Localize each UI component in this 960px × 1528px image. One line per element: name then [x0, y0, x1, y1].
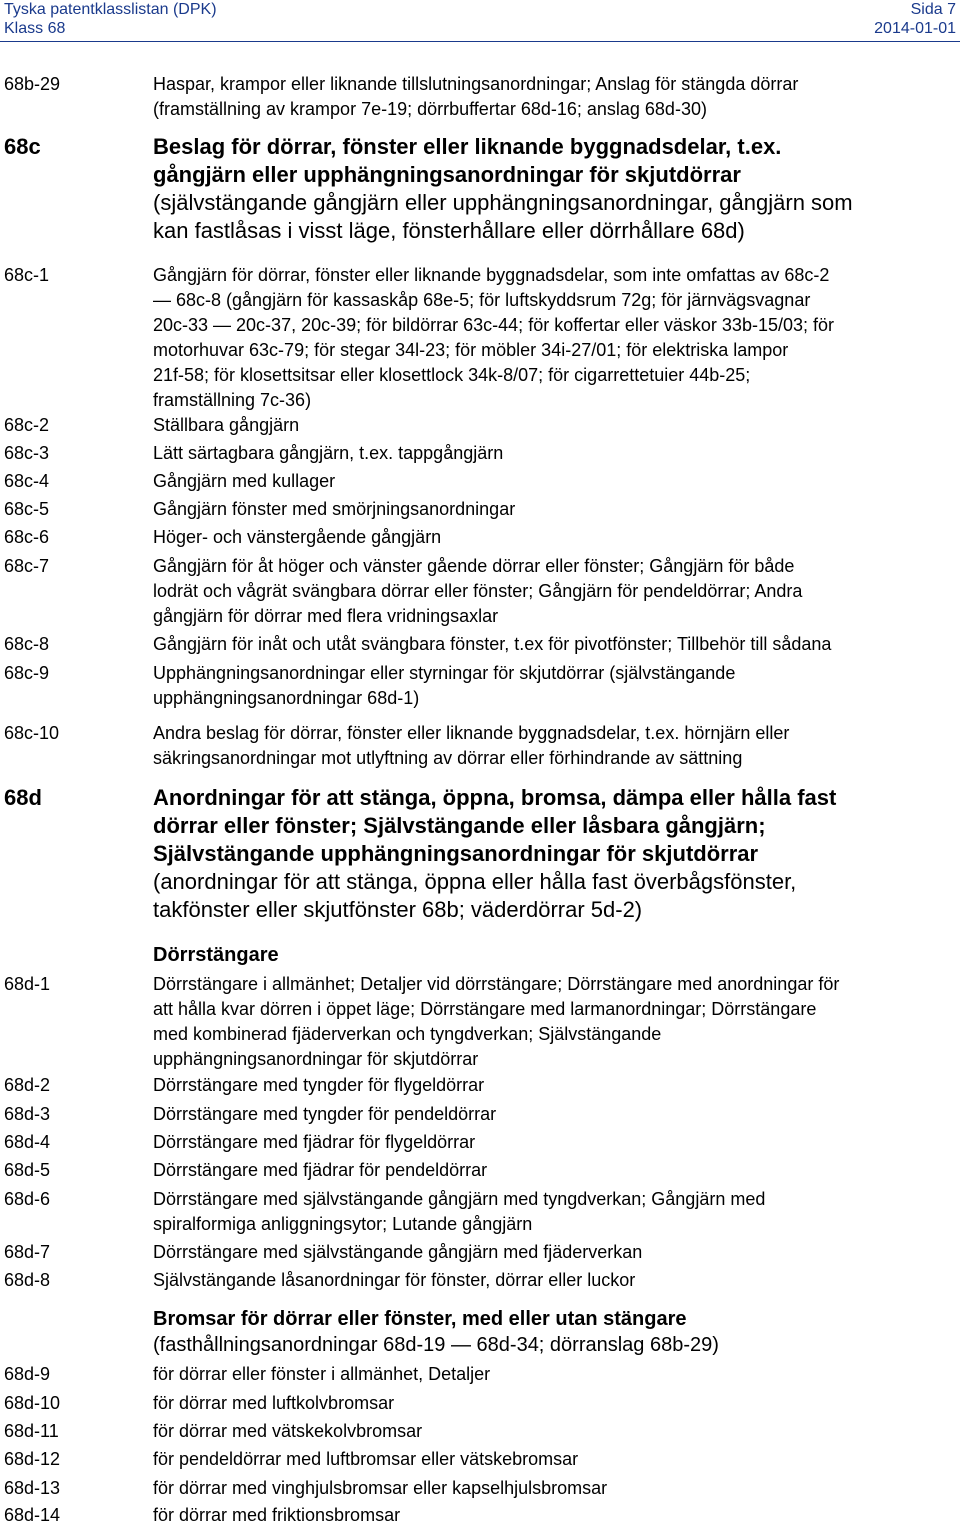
class-code: 68c	[4, 134, 41, 159]
entry-line: för dörrar med luftkolvbromsar	[153, 1393, 395, 1413]
entry-line: (framställning av krampor 7e-19; dörrbuffertar 68d-16; anslag 68d-30)	[153, 99, 707, 119]
entry-line: Dörrstängare i allmänhet; Detaljer vid dörrstängare; Dörrstängare med anordningar för	[153, 974, 840, 994]
entry-code: 68d-1	[4, 974, 51, 994]
entry-line: Gångjärn för dörrar, fönster eller liknande byggnadsdelar, som inte omfattas av 68c-2	[153, 265, 830, 285]
entry-text	[153, 1073, 958, 1098]
entry-line: för dörrar med vinghjulsbromsar eller kapselhjulsbromsar	[153, 1478, 608, 1498]
entry-code: 68d-4	[4, 1132, 51, 1152]
entry-line: framställning 7c-36)	[153, 390, 312, 410]
document-title: Tyska patentklasslistan (DPK)	[4, 1, 217, 18]
entry-code: 68c-9	[4, 663, 50, 683]
entry-line: motorhuvar 63c-79; för stegar 34l-23; för möbler 34i-27/01; för elektriska lampor	[153, 340, 789, 360]
entry-text	[153, 1503, 958, 1528]
heading-line: Självstängande upphängningsanordningar för skjutdörrar	[153, 841, 759, 866]
entry-code: 68d-7	[4, 1242, 51, 1262]
entry-line: 21f-58; för klosettsitsar eller klosettlock 34k-8/07; för cigarrettetuier 44b-25;	[153, 365, 751, 385]
entry-line: Andra beslag för dörrar, fönster eller liknande byggnadsdelar, t.ex. hörnjärn eller	[153, 723, 790, 743]
subheading-line: (fasthållningsanordningar 68d-19 — 68d-34; dörranslag 68b-29)	[153, 1334, 719, 1356]
entry-code: 68d-2	[4, 1075, 51, 1095]
heading-line: gångjärn eller upphängningsanordningar för skjutdörrar	[153, 162, 741, 187]
entry-text	[153, 661, 958, 711]
entry-line: Dörrstängare med tyngder för flygeldörrar	[153, 1075, 485, 1095]
entry-line: att hålla kvar dörren i öppet läge; Dörrstängare med larmanordningar; Dörrstängare	[153, 999, 817, 1019]
entry-code: 68d-5	[4, 1160, 51, 1180]
entry-code: 68c-6	[4, 527, 50, 547]
entry-text	[153, 441, 958, 466]
entry-code: 68c-1	[4, 265, 50, 285]
entry-text	[153, 263, 958, 413]
class-label: Klass 68	[4, 20, 66, 37]
entry-text	[153, 1240, 958, 1265]
entry-text	[153, 972, 958, 1072]
entry-code: 68c-7	[4, 556, 50, 576]
entry-code: 68d-6	[4, 1189, 51, 1209]
entry-text	[153, 1268, 958, 1293]
entry-line: — 68c-8 (gångjärn för kassaskåp 68e-5; för luftskyddsrum 72g; för järnvägsvagnar	[153, 290, 811, 310]
entry-line: Gångjärn fönster med smörjningsanordningar	[153, 499, 516, 519]
entry-text	[153, 1102, 958, 1127]
entry-code: 68c-10	[4, 723, 60, 743]
subheading: Dörrstängare	[153, 944, 279, 966]
entry-line: för dörrar med friktionsbromsar	[153, 1505, 401, 1525]
entry-text	[153, 469, 958, 494]
heading-line: dörrar eller fönster; Självstängande eller låsbara gångjärn;	[153, 813, 766, 838]
entry-code: 68d-9	[4, 1364, 51, 1384]
entry-code: 68d-14	[4, 1505, 61, 1525]
entry-text	[153, 72, 958, 122]
entry-text	[153, 1158, 958, 1183]
entry-line: för dörrar med vätskekolvbromsar	[153, 1421, 423, 1441]
entry-text	[153, 1476, 958, 1501]
entry-line: Haspar, krampor eller liknande tillslutningsanordningar; Anslag för stängda dörrar	[153, 74, 799, 94]
entry-line: för dörrar eller fönster i allmänhet, Detaljer	[153, 1364, 491, 1384]
entry-code: 68c-2	[4, 415, 50, 435]
entry-text	[153, 1447, 958, 1472]
entry-line: spiralformiga anliggningsytor; Lutande gångjärn	[153, 1214, 533, 1234]
entry-text	[153, 413, 958, 438]
entry-line: Gångjärn med kullager	[153, 471, 336, 491]
entry-line: gångjärn för dörrar med flera vridningsaxlar	[153, 606, 499, 626]
entry-line: Dörrstängare med självstängande gångjärn med tyngdverkan; Gångjärn med	[153, 1189, 766, 1209]
entry-line: Upphängningsanordningar eller styrningar för skjutdörrar (självstängande	[153, 663, 736, 683]
entry-line: med kombinerad fjäderverkan och tyngdverkan; Självstängande	[153, 1024, 662, 1044]
header-divider	[0, 41, 960, 42]
entry-line: 20c-33 — 20c-37, 20c-39; för bildörrar 63c-44; för koffertar eller väskor 33b-15/03; för	[153, 315, 835, 335]
entry-line: Ställbara gångjärn	[153, 415, 300, 435]
entry-line: Dörrstängare med självstängande gångjärn med fjäderverkan	[153, 1242, 643, 1262]
entry-code: 68c-5	[4, 499, 50, 519]
entry-line: Gångjärn för åt höger och vänster gående dörrar eller fönster; Gångjärn för både	[153, 556, 795, 576]
entry-code: 68c-4	[4, 471, 50, 491]
entry-line: lodrät och vågrät svängbara dörrar eller fönster; Gångjärn för pendeldörrar; Andra	[153, 581, 803, 601]
date: 2014-01-01	[874, 20, 956, 37]
entry-code: 68d-13	[4, 1478, 61, 1498]
entry-text	[153, 1187, 958, 1237]
heading-line: (självstängande gångjärn eller upphängningsanordningar, gångjärn som	[153, 190, 853, 215]
entry-line: Dörrstängare med fjädrar för pendeldörrar	[153, 1160, 488, 1180]
class-code: 68d	[4, 785, 42, 810]
entry-text	[153, 1130, 958, 1155]
entry-text	[153, 1362, 958, 1387]
entry-line: Dörrstängare med fjädrar för flygeldörrar	[153, 1132, 476, 1152]
entry-code: 68d-11	[4, 1421, 59, 1441]
entry-code: 68d-10	[4, 1393, 61, 1413]
entry-text	[153, 554, 958, 629]
entry-line: Gångjärn för inåt och utåt svängbara fönster, t.ex för pivotfönster; Tillbehör till sådana	[153, 634, 832, 654]
entry-code: 68d-3	[4, 1104, 51, 1124]
entry-line: Självstängande låsanordningar för fönster, dörrar eller luckor	[153, 1270, 636, 1290]
heading-line: takfönster eller skjutfönster 68b; väderdörrar 5d-2)	[153, 897, 643, 922]
entry-text	[153, 632, 958, 657]
heading-line: (anordningar för att stänga, öppna eller hålla fast överbågsfönster,	[153, 869, 797, 894]
subheading	[153, 1306, 958, 1358]
entry-code: 68b-29	[4, 74, 61, 94]
entry-code: 68c-3	[4, 443, 50, 463]
entry-text	[153, 721, 958, 771]
entry-line: för pendeldörrar med luftbromsar eller vätskebromsar	[153, 1449, 579, 1469]
entry-code: 68d-12	[4, 1449, 61, 1469]
entry-code: 68d-8	[4, 1270, 51, 1290]
entry-line: Dörrstängare med tyngder för pendeldörrar	[153, 1104, 497, 1124]
entry-text	[153, 1391, 958, 1416]
entry-line: upphängningsanordningar 68d-1)	[153, 688, 420, 708]
entry-line: upphängningsanordningar för skjutdörrar	[153, 1049, 479, 1069]
entry-line: säkringsanordningar mot utlyftning av dörrar eller förhindrande av sättning	[153, 748, 743, 768]
entry-line: Lätt särtagbara gångjärn, t.ex. tappgångjärn	[153, 443, 504, 463]
page-number: Sida 7	[910, 1, 956, 18]
entry-text	[153, 525, 958, 550]
entry-text	[153, 497, 958, 522]
heading-line: Anordningar för att stänga, öppna, bromsa, dämpa eller hålla fast	[153, 785, 837, 810]
entry-text	[153, 1419, 958, 1444]
class-heading	[153, 784, 958, 924]
subheading-line: Bromsar för dörrar eller fönster, med eller utan stängare	[153, 1308, 687, 1330]
heading-line: kan fastlåsas i visst läge, fönsterhållare eller dörrhållare 68d)	[153, 218, 745, 243]
heading-line: Beslag för dörrar, fönster eller liknande byggnadsdelar, t.ex.	[153, 134, 782, 159]
entry-line: Höger- och vänstergående gångjärn	[153, 527, 442, 547]
class-heading	[153, 133, 958, 245]
entry-code: 68c-8	[4, 634, 50, 654]
